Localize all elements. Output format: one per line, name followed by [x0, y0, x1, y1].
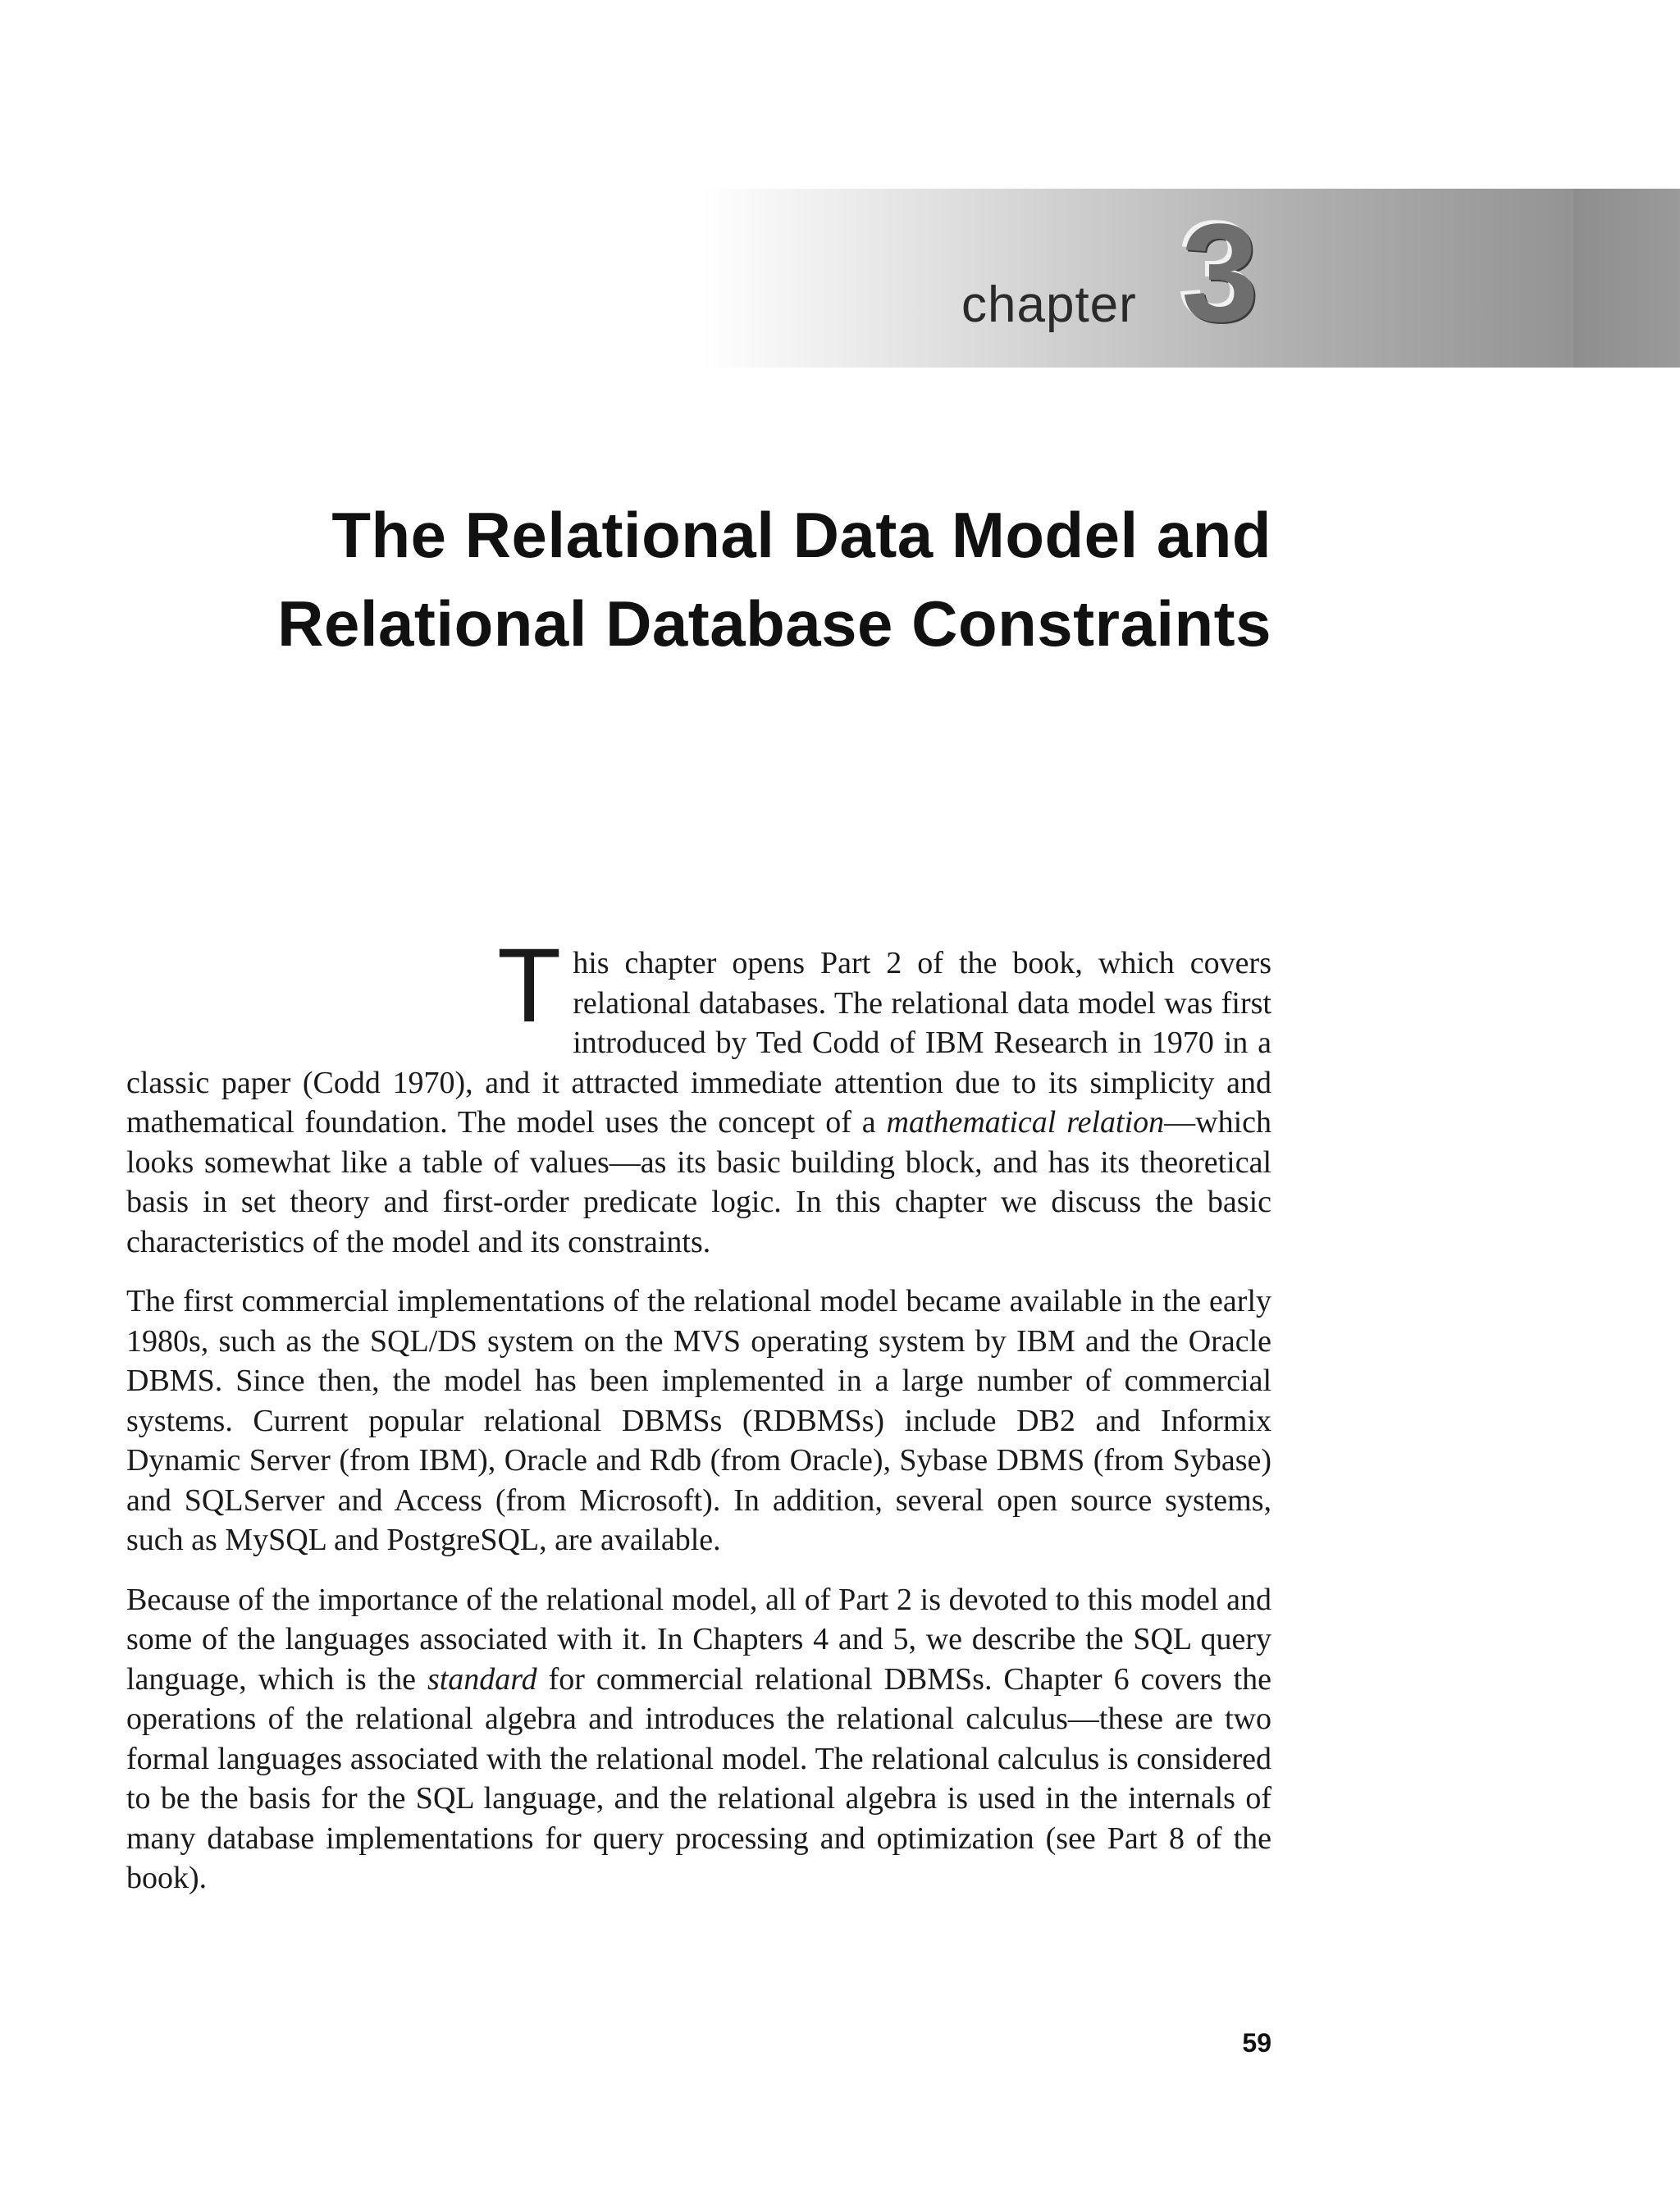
paragraph-2: The first commercial implementations of the relational model became available in the early 1980s, such as the SQL/DS system on the MVS operating system by IBM and the Oracle DBMS. Since then, the model has been implemented in a large number of commercial systems. Current popular relational DBMSs (RDBMSs) include DB2 and Informix Dynamic Server (from IBM), Oracle and Rdb (from Oracle), Sybase DBMS (from Sybase) and SQLServer and Access (from Microsoft). In addition, several open source systems, such as MySQL and PostgreSQL, are available.: [126, 1284, 1271, 1557]
paragraph-3: [126, 1580, 1271, 1898]
paragraph-3-italic: standard: [427, 1661, 537, 1697]
chapter-body: [126, 927, 1272, 1918]
paragraph-3-text-b: for commercial relational DBMSs. Chapter 6 covers the operations of the relational algebra and introduces the relational calculus—these are two formal languages associated with the relational model. The relational calculus is considered to be the basis for the SQL language, and the relational algebra is used in the internals of many database implementations for query processing and optimization (see Part 8 of the book).: [126, 1661, 1272, 1895]
drop-cap: T: [497, 927, 562, 1044]
page-number: 59: [1242, 2028, 1271, 2058]
paragraph-1: [126, 927, 1272, 1262]
chapter-title-line-1: The Relational Data Model and: [331, 499, 1271, 571]
paragraph-1-text-b: —which looks somewhat like a table of values—as its basic building block, and has its theoretical basis in set theory and first-order predicate logic. In this chapter we discuss the basic characteristics of the model and its constraints.: [126, 1105, 1272, 1259]
chapter-header-band-edge: [1573, 189, 1680, 368]
paragraph-1-text-a: his chapter opens Part 2 of the book, which covers relational databases. The relational data model was first introduced by Ted Codd of IBM Research in 1970 in a classic paper (Codd 1970), and it attracted immediate attention due to its simplicity and mathematical foundation. The model uses the concept of a: [126, 946, 1271, 1140]
chapter-title-line-2: Relational Database Constraints: [277, 587, 1271, 660]
chapter-number: 3: [1181, 195, 1259, 351]
chapter-title: [131, 491, 1271, 668]
paragraph-3-text-a: Because of the importance of the relational model, all of Part 2 is devoted to this model and some of the languages associated with it. In Chapters 4 and 5, we describe the SQL query language, which is the: [126, 1582, 1271, 1697]
paragraph-1-italic: mathematical relation: [886, 1105, 1165, 1140]
chapter-label: chapter: [961, 276, 1137, 333]
